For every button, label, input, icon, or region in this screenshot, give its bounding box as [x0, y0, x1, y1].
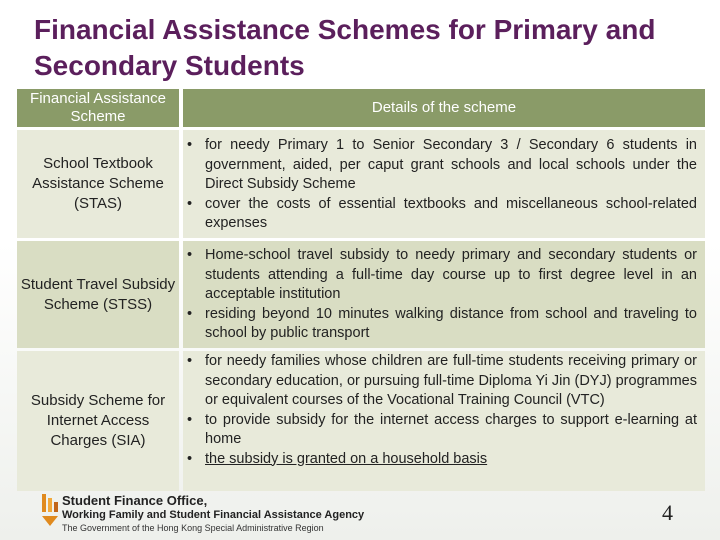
- list-item-text: the subsidy is granted on a household basis: [205, 450, 488, 467]
- page-number: 4: [662, 500, 673, 525]
- scheme-label: Student Travel Subsidy Scheme (STSS): [20, 275, 176, 313]
- footer-line2: Working Family and Student Financial Assistance Agency: [62, 509, 365, 521]
- scheme-label: School Textbook Assistance Scheme (STAS): [32, 155, 164, 212]
- list-item: [183, 450, 697, 470]
- list-item: • for needy Primary 1 to Senior Secondary 3 / Secondary 6 students in government, aided, per caput grant schools and local schools under the Direct Subsidy Scheme: [183, 136, 697, 195]
- footer-text: [62, 494, 364, 534]
- header-scheme: Financial Assistance Scheme: [17, 89, 179, 127]
- footer-agency: [40, 492, 370, 538]
- footer-line1: Student Finance Office,: [62, 493, 208, 508]
- page-title: Financial Assistance Schemes for Primary and Secondary Students: [34, 14, 656, 81]
- scheme-details-stas: [183, 130, 705, 238]
- scheme-name-stas: [17, 130, 179, 238]
- list-item: • residing beyond 10 minutes walking distance from school and traveling to school by public transport: [183, 305, 697, 344]
- scheme-label: Subsidy Scheme for Internet Access Charges (SIA): [30, 392, 166, 449]
- list-item: • cover the costs of essential textbooks and miscellaneous school-related expenses: [183, 195, 697, 234]
- schemes-table: [17, 89, 705, 491]
- list-item: • Home-school travel subsidy to needy primary and secondary students or students attending a full-time day course up to first degree level in an acceptable institution: [183, 246, 697, 305]
- scheme-details-stss: [183, 241, 705, 348]
- scheme-name-sia: [17, 351, 179, 491]
- scheme-details-sia: [183, 351, 705, 491]
- list-item: • for needy families whose children are full-time students receiving primary or secondary education, or pursuing full-time Diploma Yi Jin (DYJ) programmes or equivalent courses of the Vocational Training Council (VTC): [183, 352, 697, 411]
- list-item: • to provide subsidy for the internet access charges to support e-learning at home: [183, 411, 697, 450]
- scheme-name-stss: [17, 241, 179, 348]
- header-details: Details of the scheme: [183, 89, 705, 127]
- footer-line3: The Government of the Hong Kong Special Administrative Region: [62, 523, 324, 533]
- agency-logo-icon: [40, 492, 60, 538]
